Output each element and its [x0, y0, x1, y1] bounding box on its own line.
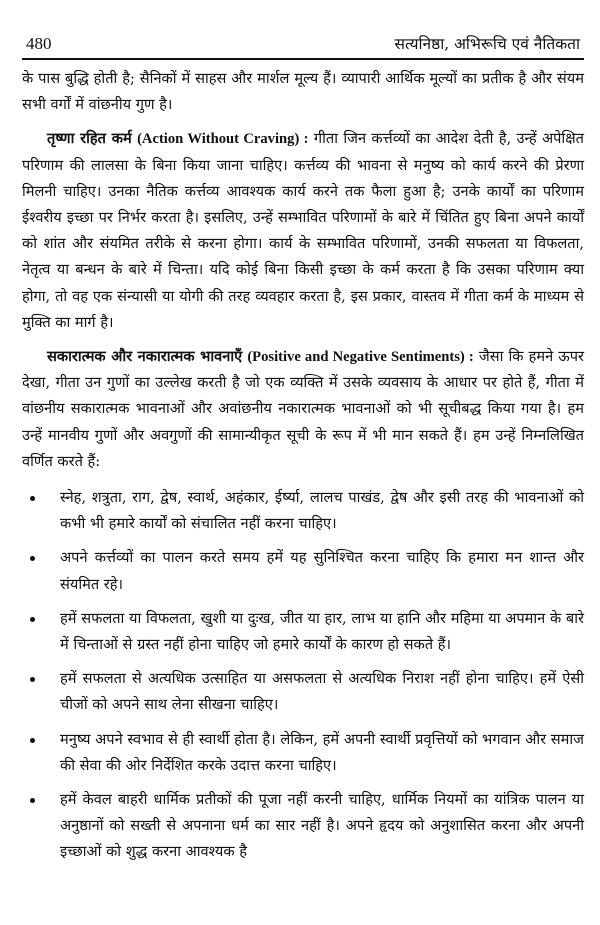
section-heading: तृष्णा रहित कर्म — [47, 130, 132, 148]
list-item — [22, 545, 584, 597]
running-title: सत्यनिष्ठा, अभिरूचि एवं नैतिकता — [394, 35, 580, 53]
section-positive-negative-sentiments — [22, 344, 584, 475]
intro-paragraph: के पास बुद्धि होती है; सैनिकों में साहस और मार्शल मूल्य हैं। व्यापारी आर्थिक मूल्यों का प्रतीक है और संयम सभी वर्गों में वांछनीय गुण है। — [22, 70, 584, 114]
list-item — [22, 606, 584, 658]
bullet-icon — [30, 738, 35, 743]
list-item — [22, 485, 584, 537]
section-body: जैसा कि हमने ऊपर देखा, गीता उन गुणों का उल्लेख करती है जो एक व्यक्ति में उसके व्यवसाय के आधार पर होते हैं, गीता में वांछनीय सकारात्मक भावनाओं और अवांछनीय नकारात्मक भावनाओं को भी सूचीबद्ध किया गया है। हम उन्हें मानवीय गुणों और अवगुणों की सामान्यीकृत सूची के रूप में भी मान सकते हैं। हम उन्हें निम्नलिखित वर्णित करते हैं: — [22, 348, 585, 470]
section-heading: सकारात्मक और नकारात्मक भावनाएँ — [47, 348, 243, 366]
page-header — [22, 26, 584, 58]
section-action-without-craving — [22, 126, 584, 336]
list-item-text: स्नेह, शत्रुता, राग, द्वेष, स्वार्थ, अहंकार, ईर्ष्या, लालच पाखंड, द्वेष और इसी तरह की भावनाओं को कभी भी हमारे कार्यों को संचालित नहीं करना चाहिए। — [60, 489, 584, 533]
bullet-icon — [30, 556, 35, 561]
list-item-text: अपने कर्त्तव्यों का पालन करते समय हमें यह सुनिश्चित करना चाहिए कि हमारा मन शान्त और संयमित रहे। — [60, 549, 584, 593]
sentiments-list — [22, 485, 584, 866]
list-item — [22, 787, 584, 866]
section-body: गीता जिन कर्त्तव्यों का आदेश देती है, उन्हें अपेक्षित परिणाम की लालसा के बिना किया जाना चाहिए। कर्त्तव्य की भावना से मनुष्य को कार्य करने की प्रेरणा मिलनी चाहिए। उनका नैतिक कर्त्तव्य आवश्यक कार्य करने तक फैला हुआ है; उनके कार्यों का परिणाम ईश्वरीय इच्छा पर निर्भर करता है। इसलिए, उन्हें सम्भावित परिणामों के बारे में चिंतित हुए बिना अपने कार्यों को शांत और संयमित तरीके से करना होगा। कार्य के सम्भावित परिणामों, उनकी सफलता या विफलता, नेतृत्व या बन्धन के बारे में चिन्ता। यदि कोई बिना किसी इच्छा के कर्म करता है कि उसका परिणाम क्या होगा, तो वह एक संन्यासी या योगी की तरह व्यवहार करता है, इस प्रकार, वास्तव में गीता कर्म के माध्यम से मुक्ति का मार्ग है। — [22, 130, 584, 331]
list-item — [22, 727, 584, 779]
bullet-icon — [30, 617, 35, 622]
page-number: 480 — [26, 34, 52, 53]
list-item-text: मनुष्य अपने स्वभाव से ही स्वार्थी होता है। लेकिन, हमें अपनी स्वार्थी प्रवृत्तियों को भगवान और समाज की सेवा की ओर निर्देशित करके उदात्त करना चाहिए। — [60, 730, 584, 774]
list-item-text: हमें सफलता से अत्यधिक उत्साहित या असफलता से अत्यधिक निराश नहीं होना चाहिए। हमें ऐसी चीजों को अपने साथ लेना सीखना चाहिए। — [60, 670, 584, 714]
bullet-icon — [30, 677, 35, 682]
list-item — [22, 666, 584, 718]
section-heading-english: (Action Without Craving) : — [137, 131, 309, 148]
bullet-icon — [30, 798, 35, 803]
bullet-icon — [30, 496, 35, 501]
list-item-text: हमें केवल बाहरी धार्मिक प्रतीकों की पूजा नहीं करनी चाहिए, धार्मिक नियमों का यांत्रिक पालन या अनुष्ठानों को सख्ती से अपनाना धर्म का सार नहीं है। अपने हृदय को अनुशासित करना और अपनी इच्छाओं को शुद्ध करना आवश्यक है — [60, 791, 584, 861]
header-rule — [22, 58, 584, 60]
list-item-text: हमें सफलता या विफलता, खुशी या दुःख, जीत या हार, लाभ या हानि और महिमा या अपमान के बारे में चिन्ताओं से ग्रस्त नहीं होना चाहिए जो हमारे कार्यों के कारण हो सकते हैं। — [60, 609, 584, 654]
section-heading-english: (Positive and Negative Sentiments) : — [247, 349, 474, 366]
